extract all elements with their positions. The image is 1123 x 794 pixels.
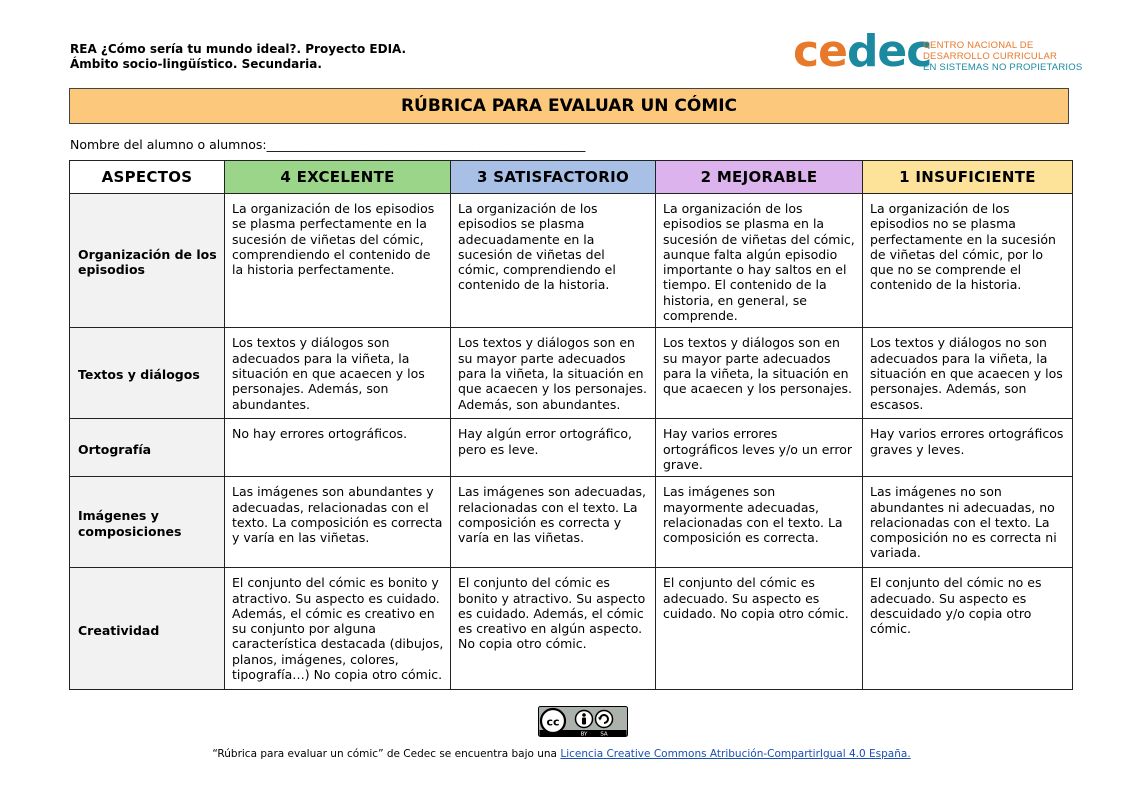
criteria-cell: Las imágenes no son abundantes ni adecuadas, no relacionadas con el texto. La composición no es correcta ni variada. bbox=[863, 477, 1073, 568]
document-header bbox=[70, 42, 406, 72]
svg-text:BY: BY bbox=[580, 731, 588, 737]
criteria-cell: La organización de los episodios se plasma adecuadamente en la sucesión de viñetas del cómic, comprendiendo el contenido de la historia. bbox=[451, 194, 656, 328]
header-line-1: REA ¿Cómo sería tu mundo ideal?. Proyecto EDIA. bbox=[70, 42, 407, 56]
criteria-cell: El conjunto del cómic es bonito y atractivo. Su aspecto es cuidado. Además, el cómic es creativo en su conjunto por alguna característica destacada (dibujos, planos, imágenes, colores, tipografía…) No copia otro cómic. bbox=[225, 568, 451, 690]
criteria-cell: La organización de los episodios no se plasma perfectamente en la sucesión de viñetas del cómic, por lo que no se comprende el contenido de la historia. bbox=[863, 194, 1073, 328]
table-row bbox=[70, 328, 1073, 419]
rubric-title: RÚBRICA PARA EVALUAR UN CÓMIC bbox=[69, 88, 1069, 124]
criteria-cell: Hay varios errores ortográficos leves y/o un error grave. bbox=[656, 419, 863, 477]
rubric-table bbox=[69, 160, 1073, 690]
header-mejorable: 2 MEJORABLE bbox=[656, 161, 863, 194]
svg-text:SA: SA bbox=[600, 731, 608, 737]
criteria-cell: Hay algún error ortográfico, pero es leve. bbox=[451, 419, 656, 477]
criteria-cell: El conjunto del cómic es adecuado. Su aspecto es cuidado. No copia otro cómic. bbox=[656, 568, 863, 690]
header-excelente: 4 EXCELENTE bbox=[225, 161, 451, 194]
criteria-cell: Los textos y diálogos no son adecuados para la viñeta, la situación en que acaecen y los personajes. Además, son escasos. bbox=[863, 328, 1073, 419]
criteria-cell: Los textos y diálogos son en su mayor parte adecuados para la viñeta, la situación en que acaecen y los personajes. bbox=[656, 328, 863, 419]
license-footer bbox=[0, 748, 1123, 760]
criteria-cell: El conjunto del cómic es bonito y atractivo. Su aspecto es cuidado. Además, el cómic es creativo en algún aspecto. No copia otro cómic. bbox=[451, 568, 656, 690]
cedec-logo bbox=[793, 26, 1083, 78]
table-row bbox=[70, 477, 1073, 568]
student-name-field[interactable]: Nombre del alumno o alumnos:___________________________________________________ bbox=[70, 137, 586, 152]
header-insuficiente: 1 INSUFICIENTE bbox=[863, 161, 1073, 194]
aspect-cell: Creatividad bbox=[70, 568, 225, 690]
table-row bbox=[70, 568, 1073, 690]
table-header-row bbox=[70, 161, 1073, 194]
criteria-cell: Las imágenes son adecuadas, relacionadas con el texto. La composición es correcta y varía en las viñetas. bbox=[451, 477, 656, 568]
license-link[interactable]: Licencia Creative Commons Atribución-CompartirIgual 4.0 España. bbox=[560, 748, 911, 760]
table-row bbox=[70, 419, 1073, 477]
cc-by-sa-badge[interactable] bbox=[538, 706, 628, 737]
criteria-cell: Los textos y diálogos son adecuados para la viñeta, la situación en que acaecen y los personajes. Además, son abundantes. bbox=[225, 328, 451, 419]
table-row bbox=[70, 194, 1073, 328]
criteria-cell: Los textos y diálogos son en su mayor parte adecuados para la viñeta, la situación en que acaecen y los personajes. Además, son abundantes. bbox=[451, 328, 656, 419]
cedec-logo-subtitle: CENTRO NACIONAL DE DESARROLLO CURRICULAR EN SISTEMAS NO PROPIETARIOS bbox=[923, 40, 1083, 73]
header-satisfactorio: 3 SATISFACTORIO bbox=[451, 161, 656, 194]
aspect-cell: Imágenes y composiciones bbox=[70, 477, 225, 568]
cedec-logo-wordmark: cedec bbox=[793, 26, 932, 77]
criteria-cell: Las imágenes son mayormente adecuadas, relacionadas con el texto. La composición es correcta. bbox=[656, 477, 863, 568]
criteria-cell: No hay errores ortográficos. bbox=[225, 419, 451, 477]
criteria-cell: Las imágenes son abundantes y adecuadas, relacionadas con el texto. La composición es correcta y varía en las viñetas. bbox=[225, 477, 451, 568]
header-aspectos: ASPECTOS bbox=[70, 161, 225, 194]
footer-text: “Rúbrica para evaluar un cómic” de Cedec se encuentra bajo una bbox=[212, 748, 561, 760]
svg-text:cc: cc bbox=[546, 715, 560, 729]
aspect-cell: Organización de los episodios bbox=[70, 194, 225, 328]
criteria-cell: La organización de los episodios se plasma perfectamente en la sucesión de viñetas del cómic, comprendiendo el contenido de la historia perfectamente. bbox=[225, 194, 451, 328]
aspect-cell: Ortografía bbox=[70, 419, 225, 477]
sa-share-icon bbox=[596, 711, 613, 728]
criteria-cell: Hay varios errores ortográficos graves y leves. bbox=[863, 419, 1073, 477]
aspect-cell: Textos y diálogos bbox=[70, 328, 225, 419]
header-line-2: Ámbito socio-lingüístico. Secundaria. bbox=[70, 57, 322, 71]
criteria-cell: La organización de los episodios se plasma en la sucesión de viñetas del cómic, aunque falta algún episodio importante o hay saltos en el tiempo. El contenido de la historia, en general, se comprende. bbox=[656, 194, 863, 328]
criteria-cell: El conjunto del cómic no es adecuado. Su aspecto es descuidado y/o copia otro cómic. bbox=[863, 568, 1073, 690]
